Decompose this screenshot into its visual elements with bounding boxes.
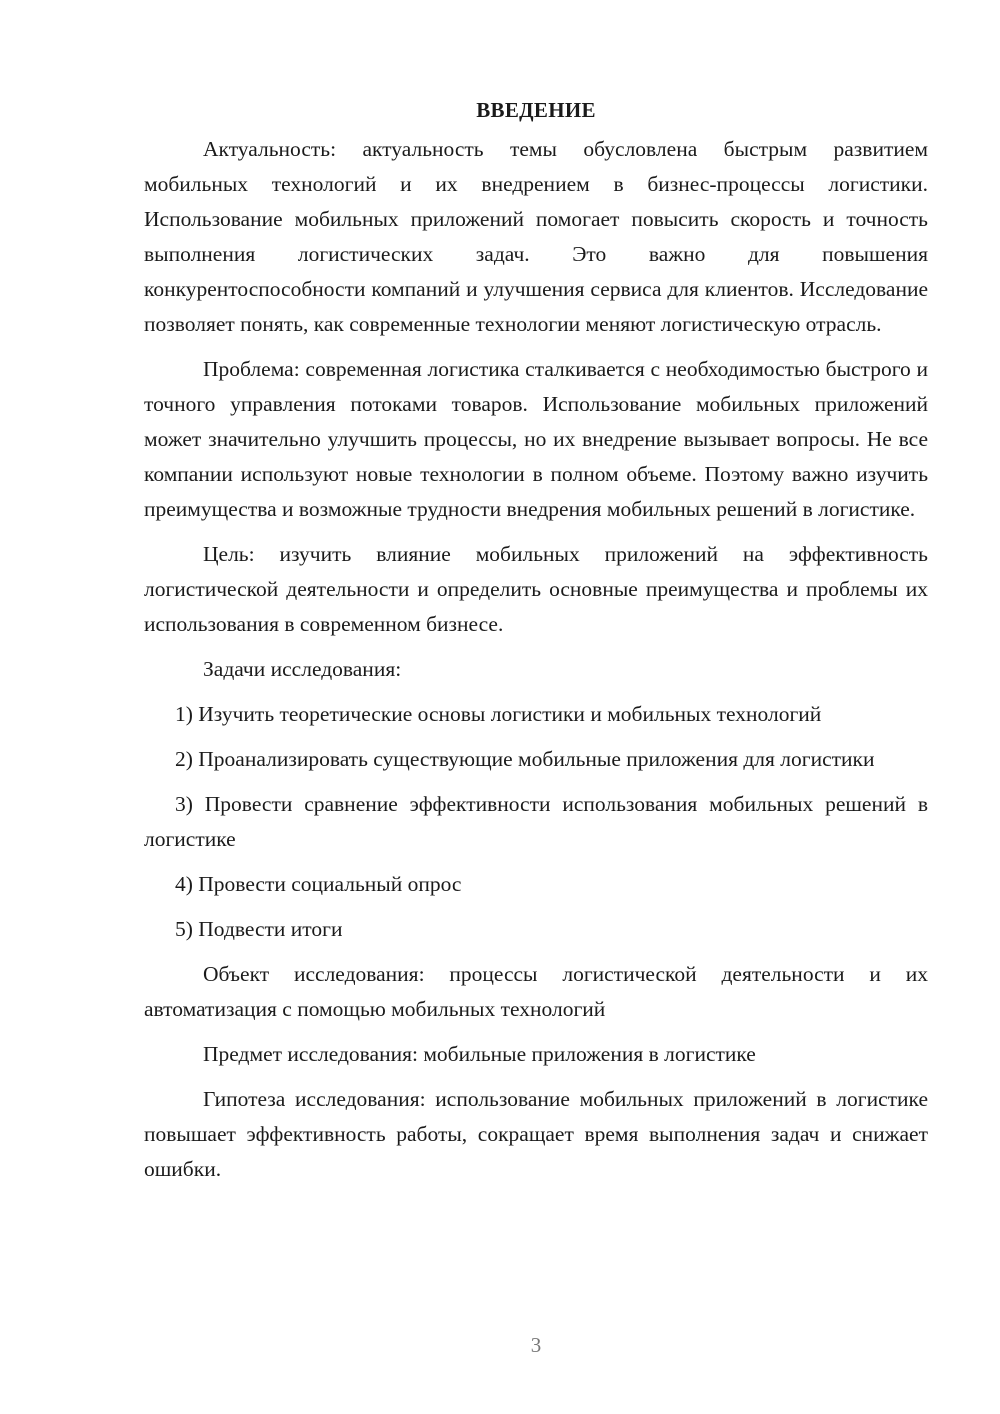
paragraph-relevance: Актуальность: актуальность темы обусловлена быстрым развитием мобильных технологий и их внедрением в бизнес-процессы логистики. Использование мобильных приложений помогает повысить скорость и точность выполнения логистических задач. Это важно для повышения конкурентоспособности компаний и улучшения сервиса для клиентов. Исследование позволяет понять, как современные технологии меняют логистическую отрасль. — [144, 137, 928, 336]
tasks-heading: Задачи исследования: — [203, 657, 402, 681]
paragraph-object: Объект исследования: процессы логистической деятельности и их автоматизация с помощью мобильных технологий — [144, 962, 928, 1021]
paragraph-subject: Предмет исследования: мобильные приложения в логистике — [203, 1042, 756, 1066]
task-item: 1) Изучить теоретические основы логистики и мобильных технологий — [175, 702, 822, 726]
paragraph-goal: Цель: изучить влияние мобильных приложений на эффективность логистической деятельности и определить основные преимущества и проблемы их использования в современном бизнесе. — [144, 542, 928, 636]
task-item: 2) Проанализировать существующие мобильные приложения для логистики — [175, 747, 875, 771]
task-item: 5) Подвести итоги — [175, 917, 343, 941]
page-title: ВВЕДЕНИЕ — [476, 98, 596, 122]
task-item: 4) Провести социальный опрос — [175, 872, 462, 896]
paragraph-problem: Проблема: современная логистика сталкивается с необходимостью быстрого и точного управления потоками товаров. Использование мобильных приложений может значительно улучшить процессы, но их внедрение вызывает вопросы. Не все компании используют новые технологии в полном объеме. Поэтому важно изучить преимущества и возможные трудности внедрения мобильных решений в логистике. — [144, 357, 928, 521]
paragraph-hypothesis: Гипотеза исследования: использование мобильных приложений в логистике повышает эффективность работы, сокращает время выполнения задач и снижает ошибки. — [144, 1087, 928, 1181]
page-number: 3 — [530, 1333, 542, 1357]
page-content — [144, 96, 928, 1197]
task-item: 3) Провести сравнение эффективности использования мобильных решений в логистике — [144, 792, 928, 851]
